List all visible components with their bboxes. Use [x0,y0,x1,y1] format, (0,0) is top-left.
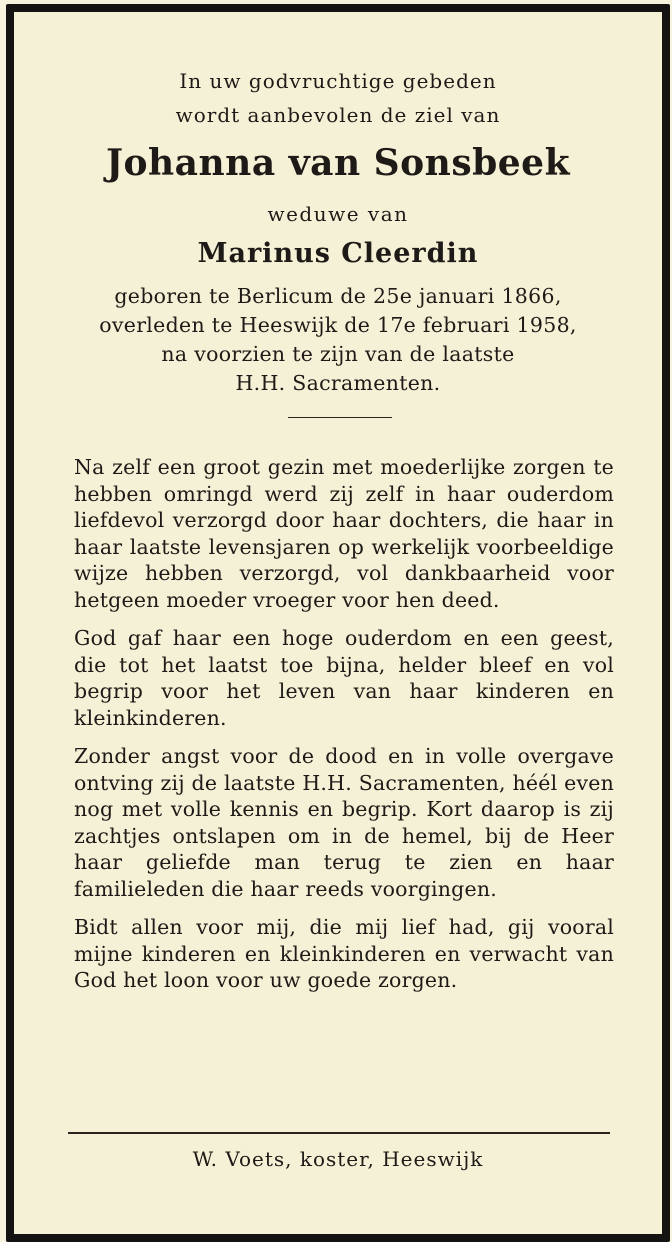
paragraph: Bidt allen voor mij, die mij lief had, gij vooral mijne kinderen en kleinkinderen en verwacht van God het loon voor uw goede zorgen. [74,915,614,992]
sacrament-line-2: H.H. Sacramenten. [235,371,441,395]
life-dates [14,282,662,398]
birth-line: geboren te Berlicum de 25e januari 1866, [114,284,562,308]
sacrament-line: na voorzien te zijn van de laatste [161,342,515,366]
intro-line-2: wordt aanbevolen de ziel van [175,103,501,127]
deceased-name: Johanna van Sonsbeek [105,142,571,184]
memorial-text [74,454,614,1006]
intro-line-1: In uw godvruchtige gebeden [179,69,497,93]
divider-long [68,1132,610,1134]
paragraph: Zonder angst voor de dood en in volle overgave ontving zij de laatste H.H. Sacramenten, héél even nog met volle kennis en begrip. Kort daarop is zij zachtjes ontslapen om in de hemel, bij de Heer haar geliefde man terug te zien en haar familieleden die haar reeds voorgingen. [74,744,614,901]
death-line: overleden te Heeswijk de 17e februari 1958, [99,313,577,337]
memorial-card [6,4,670,1242]
paragraph: God gaf haar een hoge ouderdom en een geest, die tot het laatst toe bijna, helder bleef en vol begrip voor het leven van haar kinderen en kleinkinderen. [74,626,614,730]
husband-name: Marinus Cleerdin [197,238,479,269]
divider-short [288,417,392,418]
printer-credit: W. Voets, koster, Heeswijk [192,1147,484,1171]
widow-of-label: weduwe van [267,202,409,226]
paragraph: Na zelf een groot gezin met moederlijke zorgen te hebben omringd werd zij zelf in haar ouderdom liefdevol verzorgd door haar dochters, die haar in haar laatste levensjaren op werkelijk voorbeeldige wijze hebben verzorgd, vol dankbaarheid voor hetgeen moeder vroeger voor hen deed. [74,455,614,612]
